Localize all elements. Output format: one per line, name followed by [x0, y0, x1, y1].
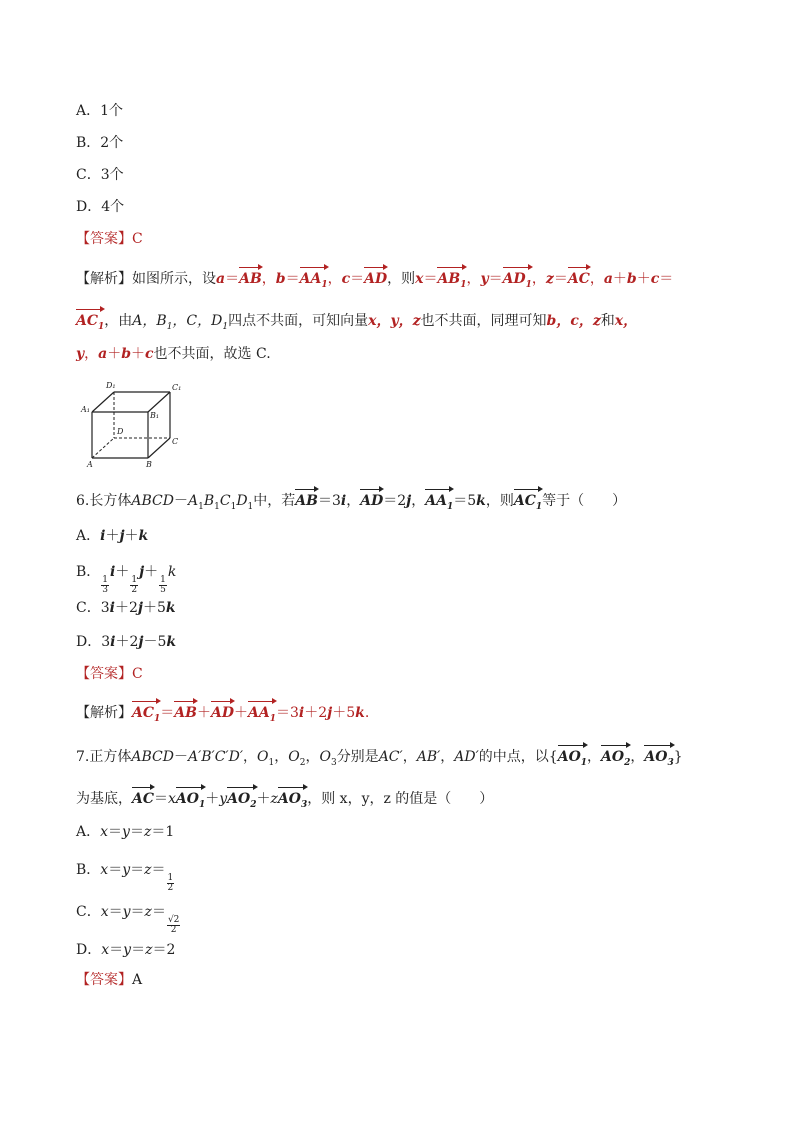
q6-stem-text: ，则 — [485, 493, 514, 509]
answer-value: C — [132, 666, 143, 682]
q7-math: A′B′C′D′ — [187, 749, 244, 765]
q6-option-a: A．i＋j＋k — [76, 528, 149, 544]
option-d: D．4个 — [76, 199, 125, 215]
analysis-vars: y，a＋b＋c — [76, 346, 154, 362]
analysis-text: 和 — [600, 313, 615, 329]
q6-answer-line — [76, 664, 143, 684]
answer-tag: 【答案】 — [76, 972, 132, 988]
q7-stem-1: 7.正方体ABCD－A′B′C′D′，$O_1$，$O_2$，$O_3$分别是AC′，AB′，AD′的中点，以{$AO_1$，$AO_2$，$AO_3$} — [76, 744, 683, 773]
analysis-text: ，由 — [104, 313, 133, 329]
analysis-vars: x，y，z — [368, 313, 421, 329]
q7-option-b: B．x＝y＝z＝ $\frac{1}{2}$ — [76, 862, 174, 893]
analysis-text: ，则 — [387, 271, 416, 287]
q7-stem-2: 为基底，AC＝xAO$_1$＋yAO$_2$＋zAO$_3$，则 x，y，z 的值是（ ） — [76, 786, 493, 815]
answer-tag: 【答案】 — [76, 666, 132, 682]
answer-line — [76, 229, 143, 249]
analysis-text: 四点不共面，可知向量 — [228, 313, 369, 329]
q7-option-a: A．x＝y＝z＝1 — [76, 824, 175, 840]
analysis-text: 如图所示，设 — [132, 271, 216, 287]
answer-value: A — [132, 972, 143, 988]
analysis-formula: a＝AB，$b=AA_1$，c＝AD — [216, 271, 387, 287]
analysis-text: 也不共面，同理可知 — [420, 313, 547, 329]
q6-option-c: C．3i＋2j＋5k — [76, 600, 176, 616]
q6-math: ABCD — [131, 493, 174, 509]
vertex-label: A — [87, 460, 93, 469]
vertex-label: C₁ — [172, 383, 182, 392]
q6-option-b: B． $\frac{1}{3}$ i＋ $\frac{1}{2}$ j＋ $\frac{1}{5}$ k — [76, 564, 177, 595]
answer-value: C — [132, 231, 143, 247]
analysis-formula: $AC_1=AB+AD+AA_1=3i+2j+5k$. — [132, 705, 369, 721]
analysis-tag: 【解析】 — [76, 705, 132, 721]
q6-stem: 6.长方体$ABCD-A_1B_1C_1D_1$中，若AB＝3i，AD＝2j，$AA_1=5k$，则$AC_1$等于（ ） — [76, 488, 626, 517]
answer-tag: 【答案】 — [76, 231, 132, 247]
analysis-line-1 — [76, 266, 673, 295]
q7-stem-text: 的中点，以 — [478, 749, 549, 765]
q7-option-d: D．x＝y＝z＝2 — [76, 942, 176, 958]
analysis-line-2 — [76, 308, 637, 337]
option-c: C．3个 — [76, 167, 124, 183]
vertex-label: A₁ — [81, 405, 90, 414]
vertex-label: D — [117, 427, 124, 436]
q7-stem-text: 7.正方体 — [76, 749, 132, 765]
q7-stem-text: 为基底， — [76, 791, 132, 807]
analysis-line-3 — [76, 344, 271, 364]
analysis-points: A，$B_1$，C，$D_1$ — [132, 313, 229, 332]
q7-stem-text: 分别是 — [336, 749, 379, 765]
q7-option-c: C．x＝y＝z＝ $\frac{√2}{2}$ — [76, 904, 180, 935]
vertex-label: D₁ — [106, 381, 116, 390]
q7-answer-line — [76, 970, 142, 990]
q6-stem-text: 等于（ ） — [542, 493, 627, 509]
vertex-label: C — [172, 437, 179, 446]
analysis-formula: $x=AB_1$，$y=AD_1$，z＝AC，a＋b＋c＝ — [415, 271, 673, 287]
vertex-label: B — [146, 460, 152, 469]
vertex-label: B₁ — [150, 411, 160, 420]
q6-stem-text: 6.长方体 — [76, 493, 132, 509]
analysis-tag: 【解析】 — [76, 271, 132, 287]
q6-analysis-line — [76, 700, 369, 729]
q7-stem-text: ，则 x，y，z 的值是（ ） — [307, 791, 494, 807]
q6-stem-text: 中，若 — [253, 493, 296, 509]
analysis-vars: x， — [614, 313, 638, 329]
option-a: A．1个 — [76, 103, 124, 119]
q7-math: ABCD — [131, 749, 174, 765]
cube-figure — [76, 378, 186, 470]
option-b: B．2个 — [76, 135, 124, 151]
analysis-formula: $AC_1$ — [76, 313, 104, 329]
analysis-vars: b，c，z — [546, 313, 601, 329]
analysis-text: 也不共面，故选 C. — [153, 346, 271, 362]
q6-math: A — [187, 493, 199, 509]
q6-option-d: D．3i＋2j－5k — [76, 634, 177, 650]
